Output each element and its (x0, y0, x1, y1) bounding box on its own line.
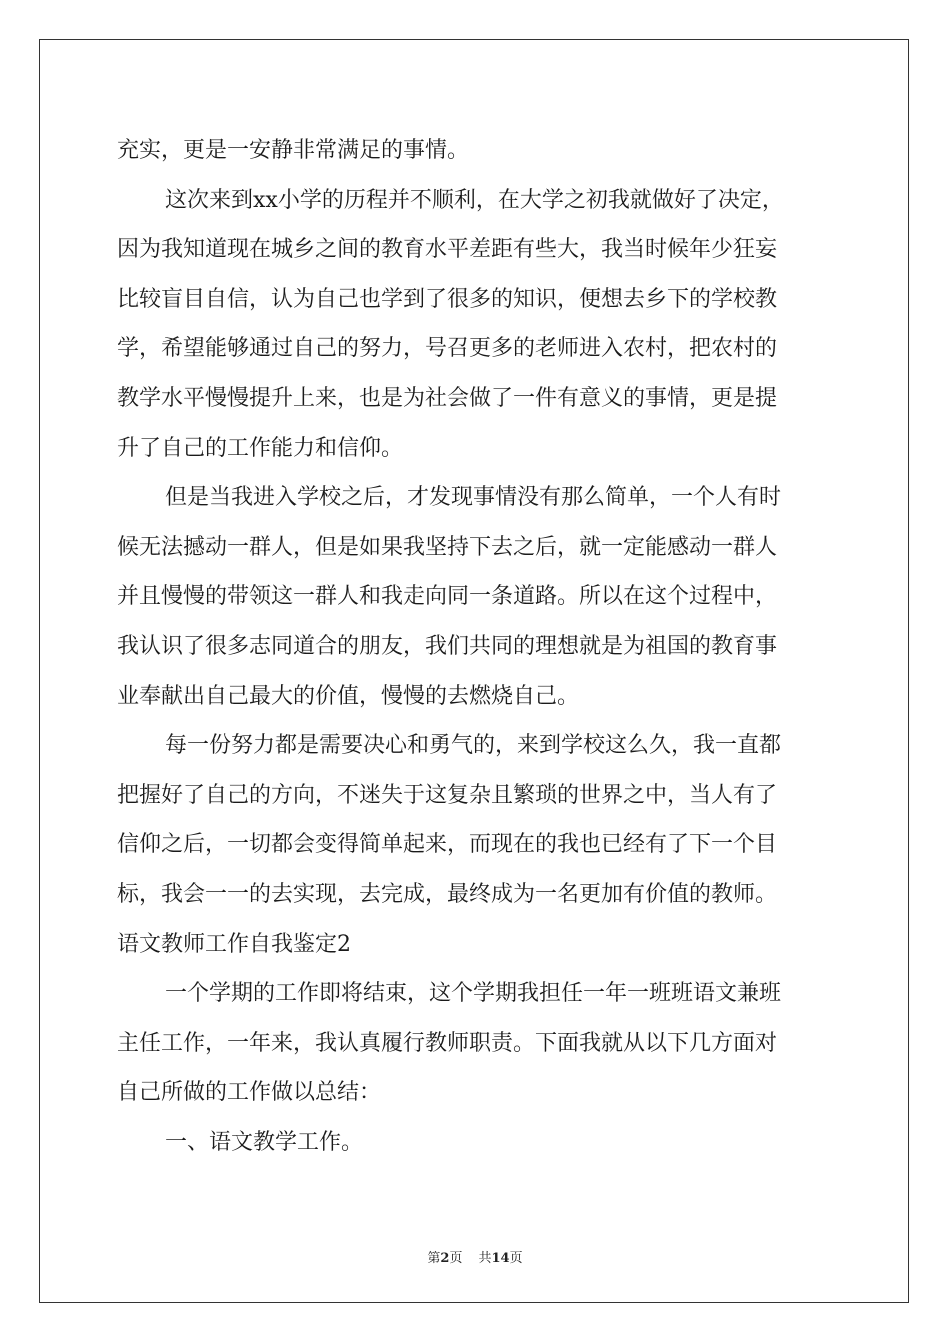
text-line: 我认识了很多志同道合的朋友，我们共同的理想就是为祖国的教育事 (117, 633, 778, 659)
page-suffix: 页 (449, 1251, 463, 1266)
paragraph-start-line: 但是当我进入学校之后，才发现事情没有那么简单，一个人有时 (165, 485, 782, 511)
text-line: 并且慢慢的带领这一群人和我走向同一条道路。所以在这个过程中， (117, 584, 778, 610)
text-line: 自己所做的工作做以总结： (117, 1080, 382, 1106)
text-line: 业奉献出自己最大的价值，慢慢的去燃烧自己。 (117, 683, 580, 709)
total-prefix: 共 (478, 1251, 492, 1266)
document-body (117, 126, 837, 1167)
text-line: 因为我知道现在城乡之间的教育水平差距有些大，我当时候年少狂妄 (117, 237, 778, 263)
page-number: 2 (440, 1251, 450, 1266)
text-line: 充实，更是一安静非常满足的事情。 (117, 138, 470, 163)
page-footer (0, 1247, 950, 1266)
text-line: 比较盲目自信，认为自己也学到了很多的知识，便想去乡下的学校教 (117, 286, 778, 312)
text-line: 候无法撼动一群人，但是如果我坚持下去之后，就一定能感动一群人 (117, 534, 778, 560)
subsection-heading: 一、语文教学工作。 (165, 1129, 364, 1155)
text-line: 把握好了自己的方向，不迷失于这复杂且繁琐的世界之中，当人有了 (117, 782, 778, 808)
page-prefix: 第 (427, 1251, 441, 1266)
text-line: 标，我会一一的去实现，去完成，最终成为一名更加有价值的教师。 (117, 881, 778, 907)
section-heading: 语文教师工作自我鉴定2 (117, 931, 351, 957)
text-line: 主任工作，一年来，我认真履行教师职责。下面我就从以下几方面对 (117, 1030, 778, 1056)
total-suffix: 页 (509, 1251, 523, 1266)
text-line: 教学水平慢慢提升上来，也是为社会做了一件有意义的事情，更是提 (117, 385, 778, 411)
paragraph-start-line: 这次来到xx小学的历程并不顺利，在大学之初我就做好了决定， (165, 187, 784, 213)
total-pages: 14 (491, 1251, 510, 1266)
text-line: 信仰之后，一切都会变得简单起来，而现在的我也已经有了下一个目 (117, 832, 778, 858)
text-line: 学，希望能够通过自己的努力，号召更多的老师进入农村，把农村的 (117, 336, 778, 362)
paragraph-start-line: 每一份努力都是需要决心和勇气的，来到学校这么久，我一直都 (165, 733, 782, 759)
text-line: 升了自己的工作能力和信仰。 (117, 435, 404, 461)
paragraph-start-line: 一个学期的工作即将结束，这个学期我担任一年一班班语文兼班 (165, 981, 782, 1007)
